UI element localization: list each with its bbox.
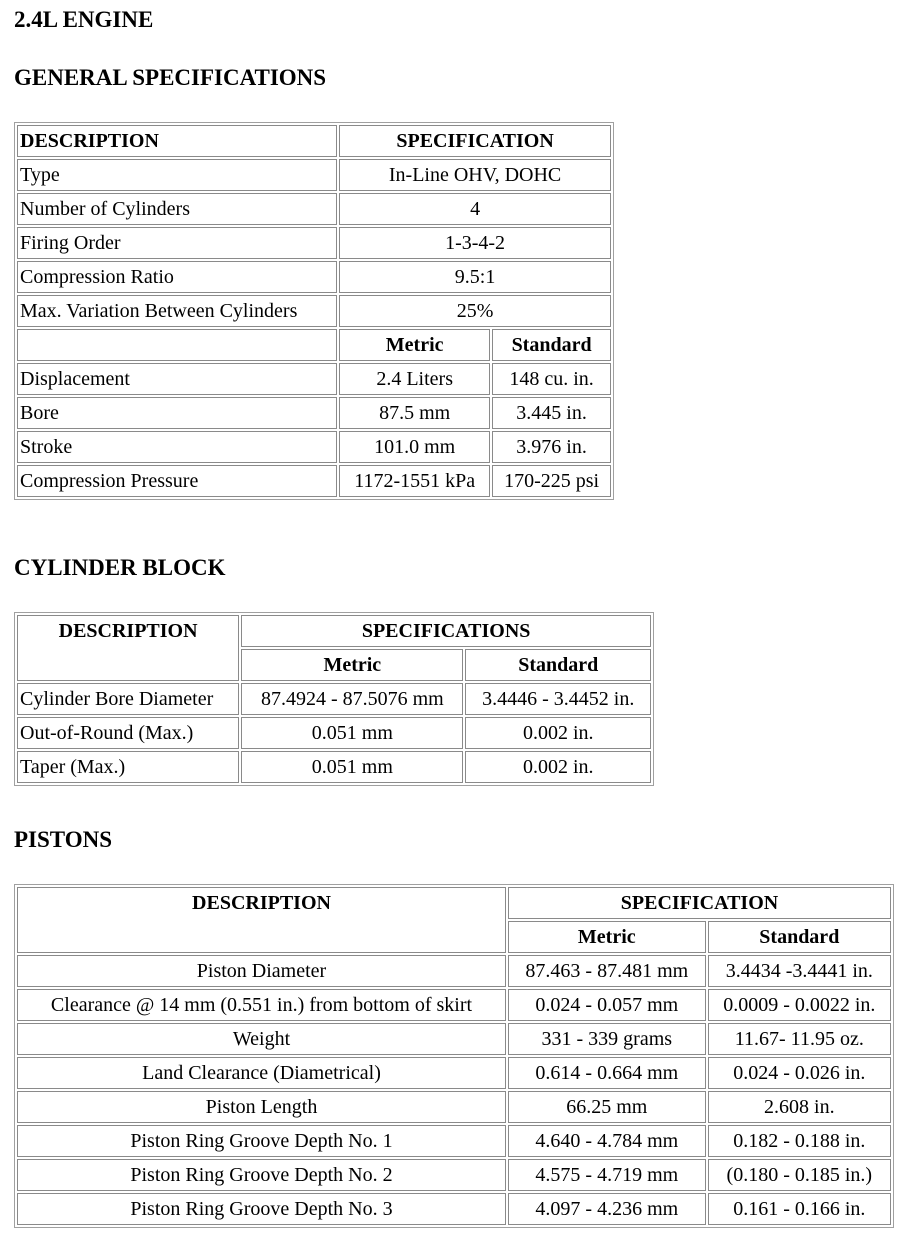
table-header-row [17, 887, 891, 919]
row-label: Taper (Max.) [17, 751, 239, 783]
table-row [17, 159, 611, 191]
row-metric: 4.097 - 4.236 mm [508, 1193, 706, 1225]
subheader-standard: Standard [465, 649, 651, 681]
pistons-table [14, 884, 894, 1228]
row-value: 1-3-4-2 [339, 227, 611, 259]
row-standard: 3.445 in. [492, 397, 611, 429]
pistons-heading: PISTONS [14, 827, 113, 852]
row-metric: 87.5 mm [339, 397, 490, 429]
row-label: Weight [17, 1023, 506, 1055]
subheader-standard: Standard [708, 921, 891, 953]
row-metric: 4.640 - 4.784 mm [508, 1125, 706, 1157]
row-metric: 0.051 mm [241, 717, 463, 749]
table-row [17, 1193, 891, 1225]
cylinder-block-heading: CYLINDER BLOCK [14, 555, 226, 580]
table-row [17, 431, 611, 463]
row-label: Firing Order [17, 227, 337, 259]
cylinder-block-table [14, 612, 654, 786]
row-metric: 101.0 mm [339, 431, 490, 463]
table-row [17, 1057, 891, 1089]
row-standard: 0.002 in. [465, 717, 651, 749]
row-standard: 3.976 in. [492, 431, 611, 463]
general-specs-table [14, 122, 614, 500]
table-row [17, 363, 611, 395]
subheader-metric: Metric [241, 649, 463, 681]
row-label: Piston Length [17, 1091, 506, 1123]
row-metric: 66.25 mm [508, 1091, 706, 1123]
general-specs-heading: GENERAL SPECIFICATIONS [14, 65, 327, 90]
row-metric: 2.4 Liters [339, 363, 490, 395]
table-row [17, 261, 611, 293]
row-value: In-Line OHV, DOHC [339, 159, 611, 191]
row-value: 9.5:1 [339, 261, 611, 293]
table-row [17, 1091, 891, 1123]
header-specifications: SPECIFICATIONS [241, 615, 651, 647]
table-row [17, 1125, 891, 1157]
row-label: Type [17, 159, 337, 191]
row-standard: 3.4434 -3.4441 in. [708, 955, 891, 987]
table-row [17, 295, 611, 327]
row-standard: 2.608 in. [708, 1091, 891, 1123]
row-standard: 0.0009 - 0.0022 in. [708, 989, 891, 1021]
table-row [17, 989, 891, 1021]
row-label: Piston Ring Groove Depth No. 1 [17, 1125, 506, 1157]
row-standard: 0.161 - 0.166 in. [708, 1193, 891, 1225]
row-metric: 0.051 mm [241, 751, 463, 783]
row-label: Bore [17, 397, 337, 429]
table-row [17, 751, 651, 783]
table-row [17, 465, 611, 497]
row-standard: 170-225 psi [492, 465, 611, 497]
header-description: DESCRIPTION [17, 125, 337, 157]
row-metric: 331 - 339 grams [508, 1023, 706, 1055]
row-standard: 0.182 - 0.188 in. [708, 1125, 891, 1157]
row-standard: 0.002 in. [465, 751, 651, 783]
header-description: DESCRIPTION [17, 887, 506, 953]
row-label: Piston Diameter [17, 955, 506, 987]
row-standard: 148 cu. in. [492, 363, 611, 395]
subheader-standard: Standard [492, 329, 611, 361]
table-row [17, 1023, 891, 1055]
page-title: 2.4L ENGINE [14, 7, 154, 32]
row-metric: 0.024 - 0.057 mm [508, 989, 706, 1021]
row-metric: 87.463 - 87.481 mm [508, 955, 706, 987]
row-label: Clearance @ 14 mm (0.551 in.) from bottom of skirt [17, 989, 506, 1021]
row-label: Out-of-Round (Max.) [17, 717, 239, 749]
row-label: Piston Ring Groove Depth No. 3 [17, 1193, 506, 1225]
row-standard: 11.67- 11.95 oz. [708, 1023, 891, 1055]
row-label: Piston Ring Groove Depth No. 2 [17, 1159, 506, 1191]
row-value: 4 [339, 193, 611, 225]
table-row [17, 227, 611, 259]
row-label: Displacement [17, 363, 337, 395]
row-label: Land Clearance (Diametrical) [17, 1057, 506, 1089]
table-row [17, 397, 611, 429]
row-metric: 87.4924 - 87.5076 mm [241, 683, 463, 715]
row-standard: (0.180 - 0.185 in.) [708, 1159, 891, 1191]
row-label: Max. Variation Between Cylinders [17, 295, 337, 327]
row-metric: 1172-1551 kPa [339, 465, 490, 497]
row-standard: 0.024 - 0.026 in. [708, 1057, 891, 1089]
table-row [17, 1159, 891, 1191]
row-label: Compression Ratio [17, 261, 337, 293]
table-header-row [17, 125, 611, 157]
table-row [17, 717, 651, 749]
row-label: Cylinder Bore Diameter [17, 683, 239, 715]
header-specification: SPECIFICATION [508, 887, 891, 919]
table-header-row [17, 615, 651, 647]
row-metric: 0.614 - 0.664 mm [508, 1057, 706, 1089]
header-description: DESCRIPTION [17, 615, 239, 681]
subheader-row [17, 329, 611, 361]
table-row [17, 955, 891, 987]
empty-cell [17, 329, 337, 361]
subheader-metric: Metric [339, 329, 490, 361]
row-value: 25% [339, 295, 611, 327]
row-metric: 4.575 - 4.719 mm [508, 1159, 706, 1191]
table-row [17, 193, 611, 225]
row-label: Number of Cylinders [17, 193, 337, 225]
table-row [17, 683, 651, 715]
row-label: Stroke [17, 431, 337, 463]
row-label: Compression Pressure [17, 465, 337, 497]
subheader-metric: Metric [508, 921, 706, 953]
header-specification: SPECIFICATION [339, 125, 611, 157]
row-standard: 3.4446 - 3.4452 in. [465, 683, 651, 715]
